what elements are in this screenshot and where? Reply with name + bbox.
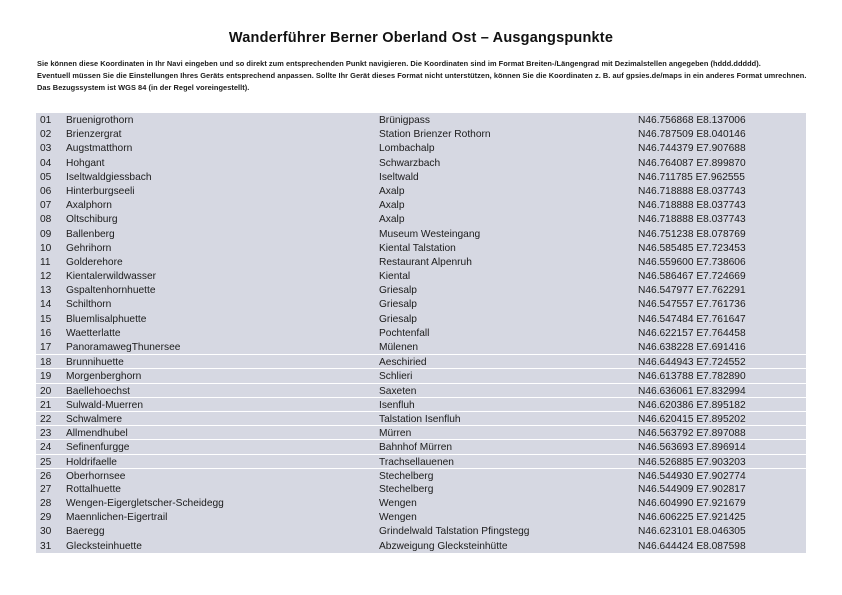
starting-point: Abzweigung Glecksteinhütte xyxy=(379,540,508,552)
row-number: 29 xyxy=(40,512,52,524)
tour-name: Morgenberghorn xyxy=(66,371,142,383)
tour-name: Iseltwaldgiessbach xyxy=(66,171,152,183)
table-row xyxy=(36,113,806,127)
table-row xyxy=(36,496,806,510)
starting-point: Mürren xyxy=(379,428,412,440)
starting-point: Restaurant Alpenruh xyxy=(379,256,472,268)
table-row xyxy=(36,241,806,255)
starting-point: Bahnhof Mürren xyxy=(379,442,453,454)
coordinates: N46.751238 E8.078769 xyxy=(638,228,746,240)
intro-paragraph-2: Eventuell müssen Sie die Einstellungen Ihres Geräts entsprechend anpassen. Sollte Ihr Gerät dieses Format nicht unterstützen, können Sie die Koordinaten z. B. auf gpsies.de/maps in ein anderes Format umrechnen. Das Bezugssystem ist WGS 84 (in der Regel voreingestellt). xyxy=(37,71,807,92)
row-number: 20 xyxy=(40,385,52,397)
tour-name: Brienzergrat xyxy=(66,129,122,141)
starting-point: Wengen xyxy=(379,498,417,510)
coordinates: N46.586467 E7.724669 xyxy=(638,271,746,283)
tour-name: Hinterburgseeli xyxy=(66,185,135,197)
tour-name: Holdrifaelle xyxy=(66,456,117,468)
table-row xyxy=(36,227,806,241)
row-number: 31 xyxy=(40,540,52,552)
table-row xyxy=(36,397,806,411)
coordinates: N46.547484 E7.761647 xyxy=(638,313,746,325)
coordinates: N46.744379 E7.907688 xyxy=(638,143,746,155)
tour-name: Baellehoechst xyxy=(66,385,131,397)
coordinates: N46.585485 E7.723453 xyxy=(638,242,746,254)
starting-point: Axalp xyxy=(379,185,405,197)
row-number: 08 xyxy=(40,214,52,226)
row-number: 14 xyxy=(40,299,52,311)
table-row xyxy=(36,156,806,170)
coordinates: N46.563693 E7.896914 xyxy=(638,442,746,454)
row-number: 19 xyxy=(40,371,52,383)
table-row xyxy=(36,184,806,198)
starting-point: Griesalp xyxy=(379,313,417,325)
table-row xyxy=(36,283,806,297)
row-number: 05 xyxy=(40,171,52,183)
table-row xyxy=(36,170,806,184)
tour-name: Maennlichen-Eigertrail xyxy=(66,512,168,524)
tour-name: Ballenberg xyxy=(66,228,115,240)
row-number: 12 xyxy=(40,271,52,283)
tour-name: Golderehore xyxy=(66,256,123,268)
row-number: 16 xyxy=(40,327,52,339)
row-number: 04 xyxy=(40,157,52,169)
coordinates: N46.623101 E8.046305 xyxy=(638,526,746,538)
tour-name: Rottalhuette xyxy=(66,483,121,495)
tour-name: Sulwald-Muerren xyxy=(66,399,144,411)
starting-point: Pochtenfall xyxy=(379,327,430,339)
coordinates: N46.620386 E7.895182 xyxy=(638,399,746,411)
coordinates: N46.544909 E7.902817 xyxy=(638,483,746,495)
table-row xyxy=(36,510,806,524)
tour-name: Schwalmere xyxy=(66,413,123,425)
table-row xyxy=(36,312,806,326)
coordinates: N46.787509 E8.040146 xyxy=(638,129,746,141)
tour-name: Gehrihorn xyxy=(66,242,112,254)
tour-name: Gspaltenhornhuette xyxy=(66,285,156,297)
row-number: 21 xyxy=(40,399,52,411)
tour-name: Bluemlisalphuette xyxy=(66,313,147,325)
tour-name: Bruenigrothorn xyxy=(66,115,134,126)
starting-point: Schlieri xyxy=(379,371,413,383)
row-number: 09 xyxy=(40,228,52,240)
table-row xyxy=(36,454,806,468)
starting-point: Trachsellauenen xyxy=(379,456,454,468)
row-number: 13 xyxy=(40,285,52,297)
table-row xyxy=(36,468,806,482)
tour-name: Kientalerwildwasser xyxy=(66,271,157,283)
coordinates: N46.620415 E7.895202 xyxy=(638,413,746,425)
coordinates: N46.711785 E7.962555 xyxy=(638,171,745,183)
table-row xyxy=(36,368,806,382)
starting-point: Iseltwald xyxy=(379,171,419,183)
row-number: 28 xyxy=(40,498,52,510)
table-row xyxy=(36,383,806,397)
tour-name: PanoramawegThunersee xyxy=(66,342,181,353)
starting-point: Kiental xyxy=(379,271,411,283)
row-number: 11 xyxy=(40,256,51,268)
table-row xyxy=(36,425,806,439)
coordinates: N46.526885 E7.903203 xyxy=(638,456,746,468)
table-row xyxy=(36,524,806,538)
starting-point: Stechelberg xyxy=(379,483,434,495)
coordinates: N46.644424 E8.087598 xyxy=(638,540,746,552)
starting-point: Griesalp xyxy=(379,285,417,297)
intro-paragraph-1: Sie können diese Koordinaten in Ihr Navi eingeben und so direkt zum entsprechenden Punkt navigieren. Die Koordinaten sind im Format Breiten-/Längengrad mit Dezimalstellen angegeben (hddd.ddddd). xyxy=(37,59,761,68)
coordinates: N46.547977 E7.762291 xyxy=(638,285,746,297)
starting-point: Lombachalp xyxy=(379,143,435,155)
starting-point: Stechelberg xyxy=(379,470,434,482)
table-row xyxy=(36,255,806,269)
table-row xyxy=(36,539,806,553)
starting-point: Museum Westeingang xyxy=(379,228,481,240)
coordinates: N46.756868 E8.137006 xyxy=(638,115,746,126)
row-number: 15 xyxy=(40,313,52,325)
tour-name: Glecksteinhuette xyxy=(66,540,142,552)
table-row xyxy=(36,439,806,453)
coordinates: N46.718888 E8.037743 xyxy=(638,185,746,197)
tour-name: Wengen-Eigergletscher-Scheidegg xyxy=(66,498,224,510)
starting-point: Grindelwald Talstation Pfingstegg xyxy=(379,526,530,538)
coordinates: N46.718888 E8.037743 xyxy=(638,214,746,226)
row-number: 30 xyxy=(40,526,52,538)
tour-name: Allmendhubel xyxy=(66,428,128,440)
table-row xyxy=(36,340,806,354)
tour-name: Brunnihuette xyxy=(66,357,124,369)
table-row xyxy=(36,198,806,212)
tour-name: Schilthorn xyxy=(66,299,112,311)
row-number: 01 xyxy=(40,115,52,126)
tour-name: Augstmatthorn xyxy=(66,143,133,155)
tour-name: Oltschiburg xyxy=(66,214,118,226)
coordinates: N46.544930 E7.902774 xyxy=(638,470,746,482)
table-row xyxy=(36,297,806,311)
row-number: 07 xyxy=(40,200,52,212)
starting-point: Isenfluh xyxy=(379,399,415,411)
row-number: 03 xyxy=(40,143,52,155)
starting-point: Talstation Isenfluh xyxy=(379,413,461,425)
row-number: 18 xyxy=(40,357,52,369)
coordinates: N46.613788 E7.782890 xyxy=(638,371,746,383)
row-number: 27 xyxy=(40,483,52,495)
coordinates: N46.563792 E7.897088 xyxy=(638,428,746,440)
starting-point: Griesalp xyxy=(379,299,417,311)
row-number: 24 xyxy=(40,442,52,454)
tour-name: Waetterlatte xyxy=(66,327,121,339)
row-number: 26 xyxy=(40,470,52,482)
intro-text-block xyxy=(37,58,809,93)
starting-point: Wengen xyxy=(379,512,417,524)
tour-name: Axalphorn xyxy=(66,200,112,212)
row-number: 22 xyxy=(40,413,52,425)
starting-point: Kiental Talstation xyxy=(379,242,456,254)
starting-point: Axalp xyxy=(379,214,405,226)
table-row xyxy=(36,411,806,425)
page-title: Wanderführer Berner Oberland Ost – Ausgangspunkte xyxy=(228,30,614,46)
row-number: 17 xyxy=(40,342,52,353)
row-number: 25 xyxy=(40,456,52,468)
starting-point: Aeschiried xyxy=(379,357,427,369)
row-number: 10 xyxy=(40,242,52,254)
tour-name: Oberhornsee xyxy=(66,470,126,482)
table-row xyxy=(36,269,806,283)
table-row xyxy=(36,326,806,340)
coordinates: N46.718888 E8.037743 xyxy=(638,200,746,212)
starting-point: Saxeten xyxy=(379,385,417,397)
starting-point: Station Brienzer Rothorn xyxy=(379,129,491,141)
table-row xyxy=(36,212,806,226)
starting-point: Brünigpass xyxy=(379,115,430,126)
tour-name: Baeregg xyxy=(66,526,105,538)
table-row xyxy=(36,354,806,368)
coordinates: N46.636061 E7.832994 xyxy=(638,385,746,397)
tour-name: Hohgant xyxy=(66,157,105,169)
waypoint-table xyxy=(36,113,806,553)
coordinates: N46.606225 E7.921425 xyxy=(638,512,746,524)
table-row xyxy=(36,141,806,155)
coordinates: N46.764087 E7.899870 xyxy=(638,157,746,169)
row-number: 06 xyxy=(40,185,52,197)
table-row xyxy=(36,482,806,496)
starting-point: Axalp xyxy=(379,200,405,212)
starting-point: Mülenen xyxy=(379,342,419,353)
coordinates: N46.644943 E7.724552 xyxy=(638,357,746,369)
coordinates: N46.559600 E7.738606 xyxy=(638,256,746,268)
row-number: 23 xyxy=(40,428,52,440)
coordinates: N46.622157 E7.764458 xyxy=(638,327,746,339)
coordinates: N46.547557 E7.761736 xyxy=(638,299,746,311)
row-number: 02 xyxy=(40,129,52,141)
starting-point: Schwarzbach xyxy=(379,157,441,169)
tour-name: Sefinenfurgge xyxy=(66,442,130,454)
coordinates: N46.604990 E7.921679 xyxy=(638,498,746,510)
table-row xyxy=(36,127,806,141)
coordinates: N46.638228 E7.691416 xyxy=(638,342,746,353)
